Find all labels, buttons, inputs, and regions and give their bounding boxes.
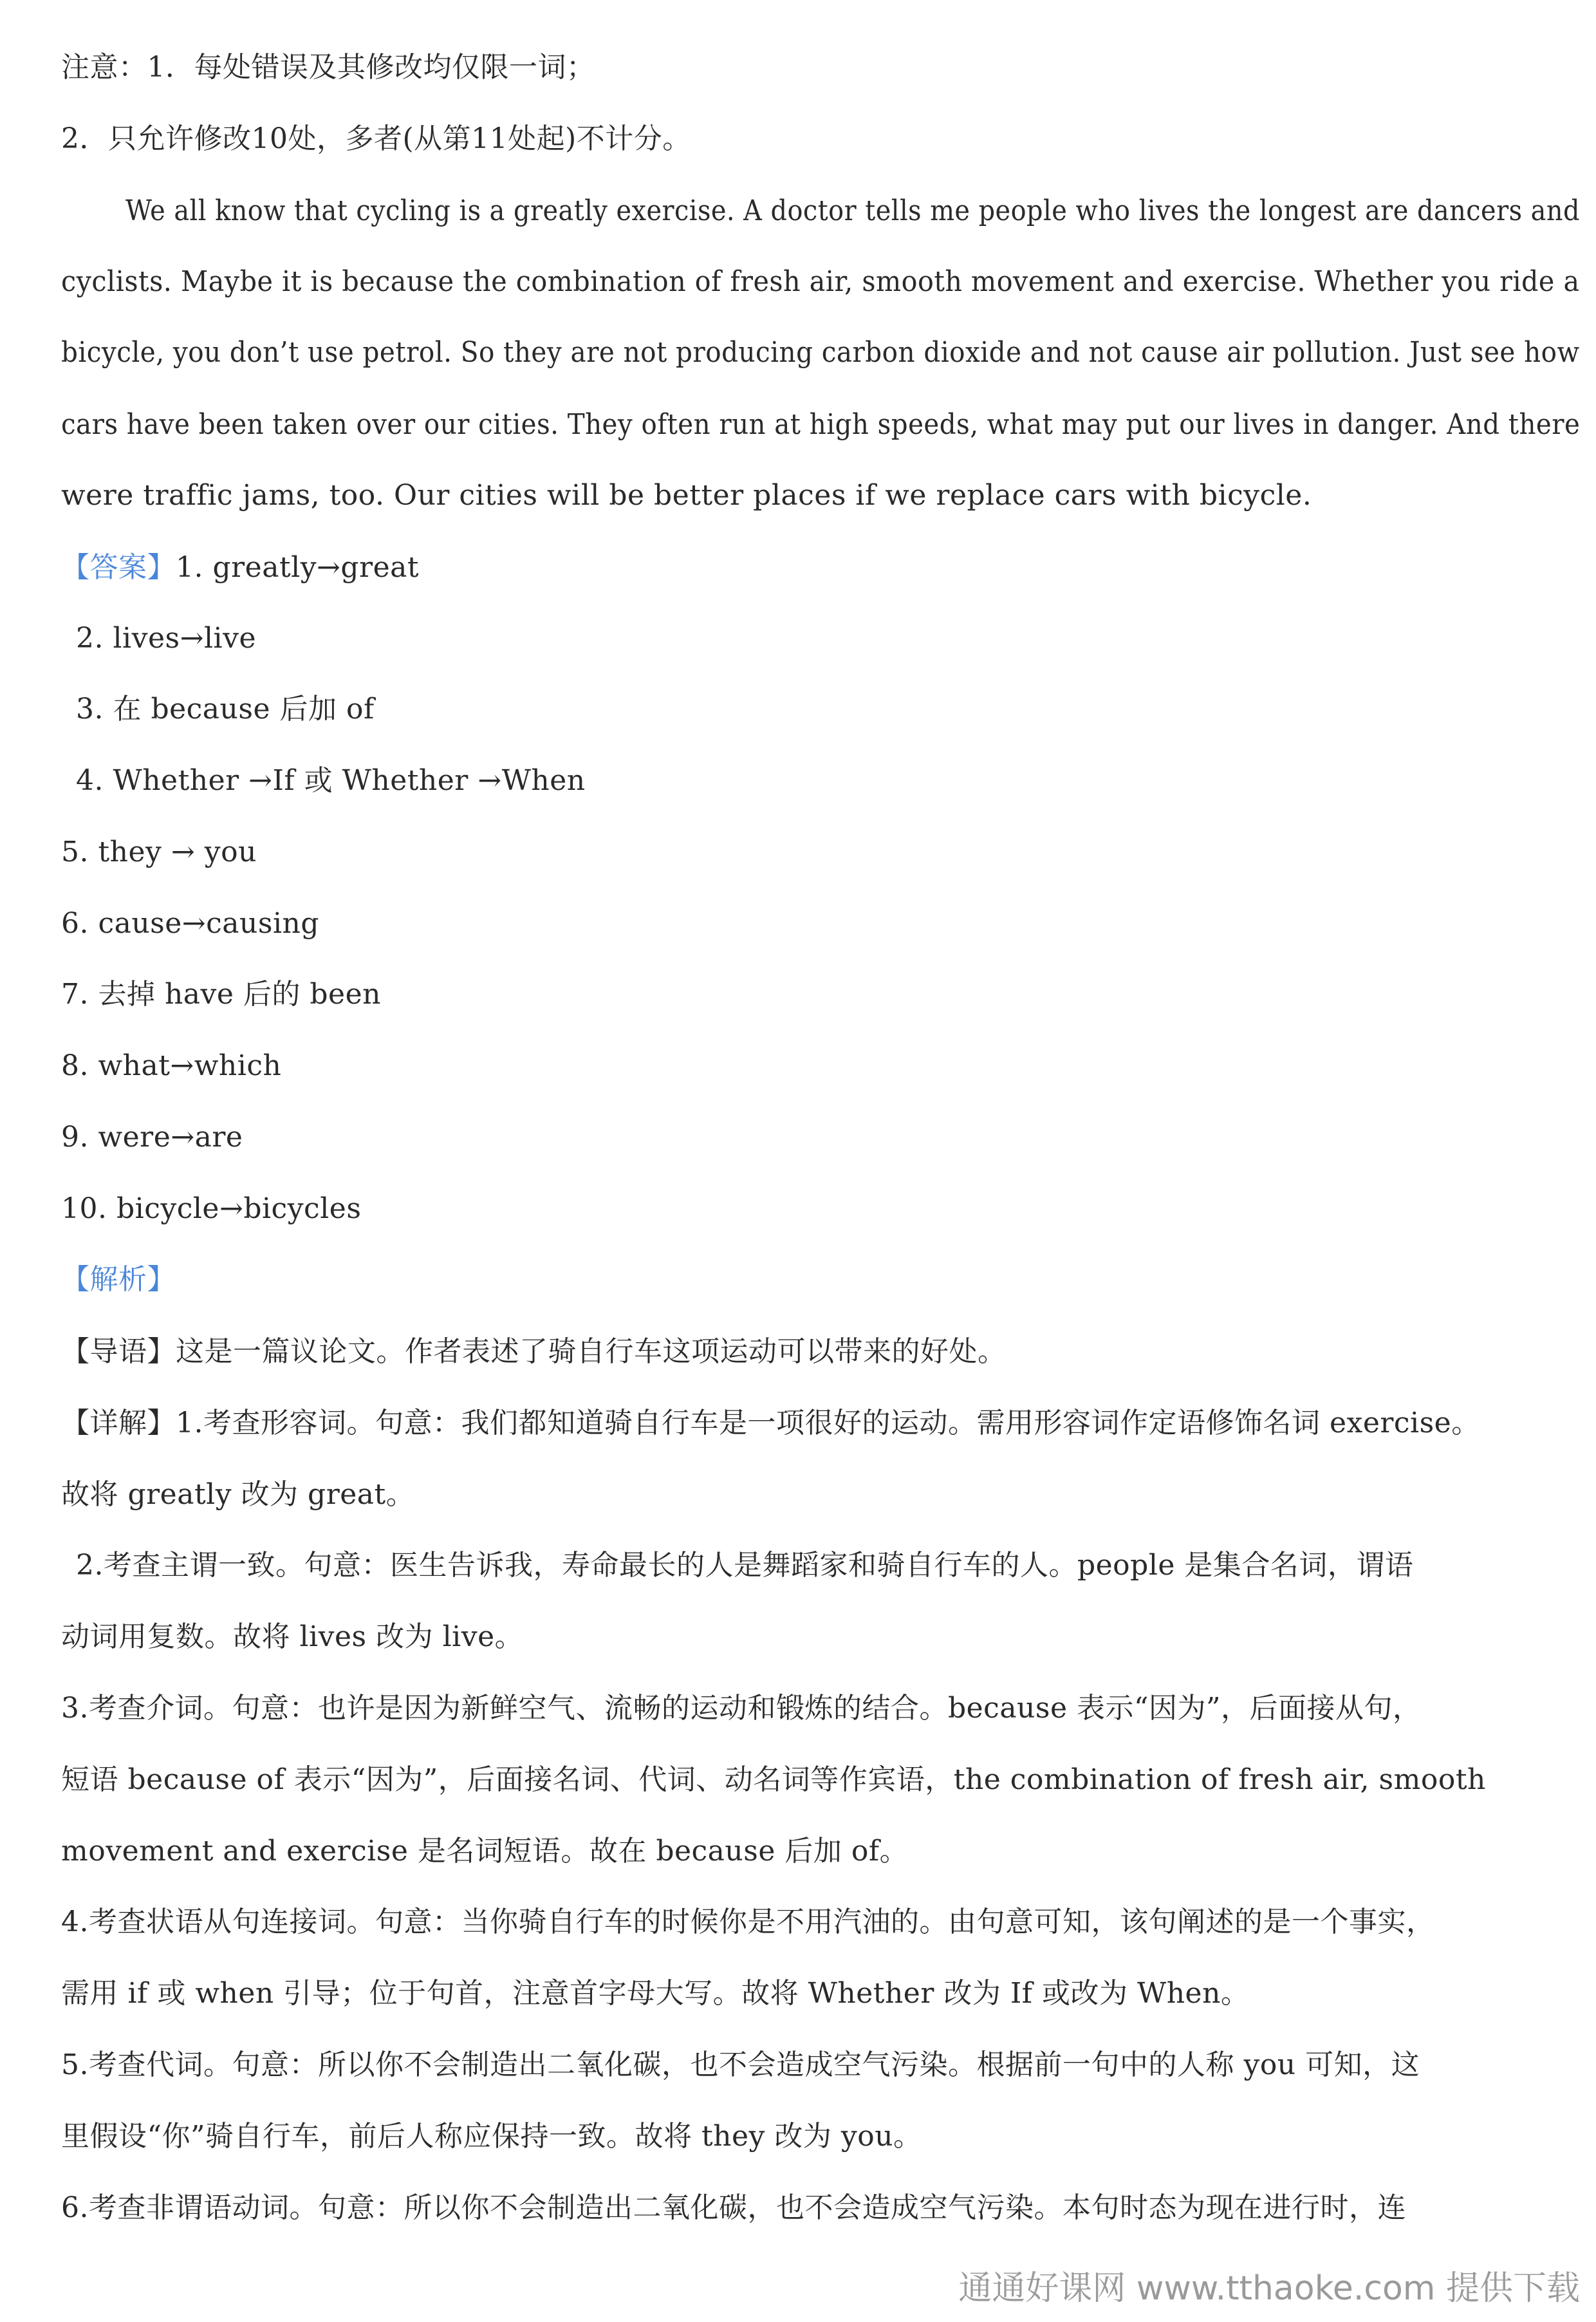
answer-item: 7. 去掉 have 后的 been xyxy=(61,978,381,1011)
analysis-line: 6.考查非谓语动词。句意：所以你不会制造出二氧化碳，也不会造成空气污染。本句时态为现在进行时，连 xyxy=(61,2191,1406,2224)
note-line-2: 2．只允许修改10处，多者(从第11处起)不计分。 xyxy=(61,122,691,155)
passage-line-3: bicycle, you don’t use petrol. So they are not producing carbon dioxide and not cause air pollution. Just see how xyxy=(61,336,1580,369)
passage-line-1: We all know that cycling is a greatly exercise. A doctor tells me people who lives the longest are dancers and xyxy=(125,194,1580,227)
answer-item: 3. 在 because 后加 of xyxy=(76,693,375,726)
analysis-line: 【详解】1.考查形容词。句意：我们都知道骑自行车是一项很好的运动。需用形容词作定语修饰名词 exercise。 xyxy=(61,1407,1480,1439)
analysis-intro: 【导语】这是一篇议论文。作者表述了骑自行车这项运动可以带来的好处。 xyxy=(61,1335,1007,1368)
analysis-line: 里假设“你”骑自行车，前后人称应保持一致。故将 they 改为 you。 xyxy=(61,2120,922,2153)
note-line-1: 注意：1．每处错误及其修改均仅限一词； xyxy=(61,51,595,84)
analysis-line: 3.考查介词。句意：也许是因为新鲜空气、流畅的运动和锻炼的结合。because 表示“因为”，后面接从句， xyxy=(61,1692,1422,1725)
passage-line-5: were traffic jams, too. Our cities will be better places if we replace cars with bicycle. xyxy=(61,479,1312,512)
analysis-line: 4.考查状语从句连接词。句意：当你骑自行车的时候你是不用汽油的。由句意可知，该句阐述的是一个事实， xyxy=(61,1905,1435,1938)
answer-item: 9. were→are xyxy=(61,1121,243,1154)
answer-item: 1. greatly→great xyxy=(176,551,420,584)
analysis-line: 短语 because of 表示“因为”，后面接名词、代词、动名词等作宾语，the combination of fresh air, smooth xyxy=(61,1763,1486,1796)
answer-tag: 【答案】 xyxy=(61,551,176,584)
answer-item: 2. lives→live xyxy=(76,622,256,655)
passage-line-2: cyclists. Maybe it is because the combination of fresh air, smooth movement and exercise. Whether you ride a xyxy=(61,265,1580,298)
analysis-line: 动词用复数。故将 lives 改为 live。 xyxy=(61,1620,524,1653)
footer-watermark: 通通好课网 www.tthaoke.com 提供下载 xyxy=(958,2269,1580,2308)
answer-line-1 xyxy=(61,548,419,587)
answer-item: 5. they → you xyxy=(61,836,257,868)
analysis-line: 故将 greatly 改为 great。 xyxy=(61,1478,415,1511)
analysis-line: 2.考查主谓一致。句意：医生告诉我，寿命最长的人是舞蹈家和骑自行车的人。people 是集合名词，谓语 xyxy=(76,1549,1414,1582)
analysis-line: 需用 if 或 when 引导；位于句首，注意首字母大写。故将 Whether 改为 If 或改为 When。 xyxy=(61,1977,1250,2010)
passage-line-4: cars have been taken over our cities. They often run at high speeds, what may put our lives in danger. And there xyxy=(61,408,1581,441)
answer-item: 6. cause→causing xyxy=(61,907,320,940)
answer-item: 8. what→which xyxy=(61,1049,282,1082)
analysis-tag: 【解析】 xyxy=(61,1263,176,1296)
answer-item: 4. Whether →If 或 Whether →When xyxy=(76,764,586,797)
analysis-line: movement and exercise 是名词短语。故在 because 后加 of。 xyxy=(61,1835,909,1868)
analysis-line: 5.考查代词。句意：所以你不会制造出二氧化碳，也不会造成空气污染。根据前一句中的人称 you 可知，这 xyxy=(61,2048,1420,2081)
answer-item: 10. bicycle→bicycles xyxy=(61,1192,362,1225)
